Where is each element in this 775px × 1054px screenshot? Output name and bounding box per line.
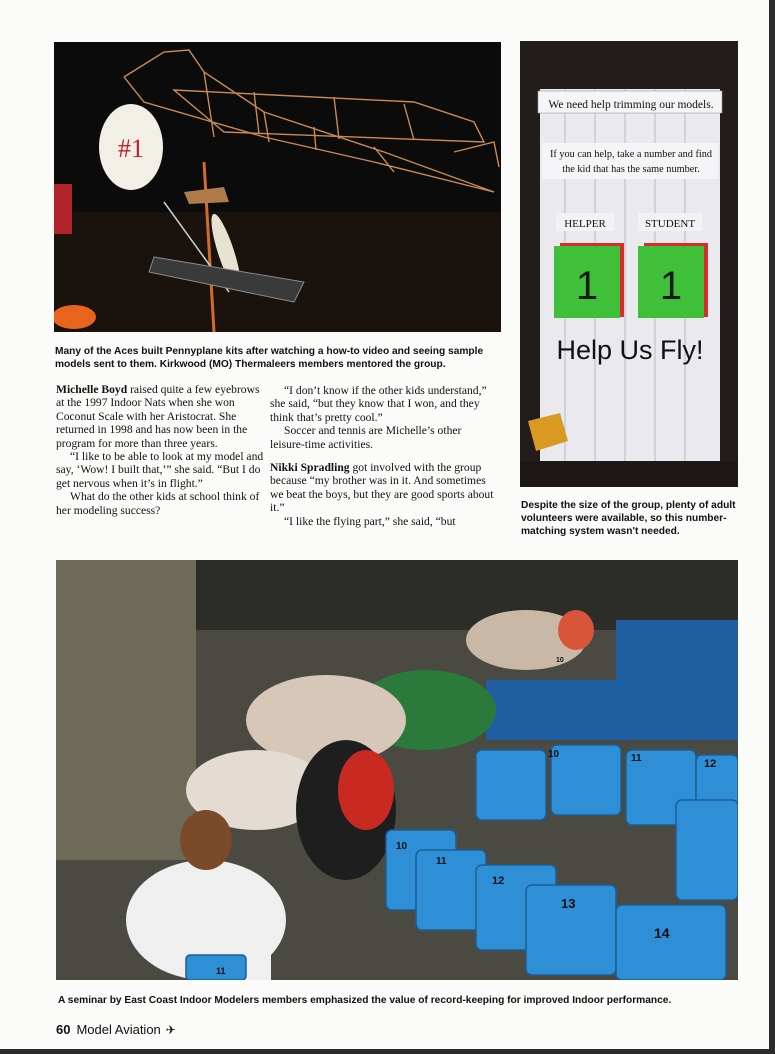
- paragraph: “I like to be able to look at my model and say, ‘Wow! I built that,’” she said. “But I do get nervous when it’s in flight.”: [56, 450, 264, 490]
- paragraph: [270, 461, 498, 515]
- paragraph: “I don’t know if the other kids understand,” she said, “but they know that I won, and they think that’s pretty cool.”: [270, 384, 487, 424]
- photo-model-airplane: [54, 42, 501, 332]
- helper-label: HELPER: [564, 218, 606, 230]
- tag-number-text: #1: [118, 134, 144, 163]
- seminar-seating-illustration: [56, 560, 738, 980]
- seat-number-label: 10: [548, 749, 560, 760]
- caption-sign-photo: Despite the size of the group, plenty of adult volunteers were available, so this number-matching system wasn't needed.: [521, 500, 736, 538]
- page-edge-right: [769, 0, 775, 1054]
- airplane-icon: ✈: [165, 1023, 176, 1037]
- photo-help-sign: [520, 41, 738, 487]
- paragraph: [56, 383, 268, 450]
- seat-number-label: 10: [396, 841, 408, 852]
- sign-line-2: If you can help, take a number and find: [549, 149, 713, 160]
- page-footer: [56, 1022, 176, 1037]
- seat-number-label: 11: [436, 856, 447, 867]
- magazine-title: Model Aviation: [76, 1022, 161, 1037]
- seat-number-label: 11: [631, 753, 642, 764]
- sign-line-1: We need help trimming our models.: [548, 99, 714, 111]
- photo-seminar-audience: [56, 560, 738, 980]
- caption-seminar-photo: A seminar by East Coast Indoor Modelers members emphasized the value of record-keeping for improved Indoor performance.: [58, 995, 672, 1006]
- paragraph: What do the other kids at school think of her modeling success?: [56, 490, 260, 517]
- model-airplane-illustration: [54, 42, 501, 332]
- paragraph-text: raised quite a few eyebrows at the 1997 Indoor Nats when she won Coconut Scale with her Aristocrat. She returned in 1998 and has now been in the program for more than three years.: [56, 383, 260, 450]
- caption-model-photo: Many of the Aces built Pennyplane kits after watching a how-to video and seeing sample models sent to them. Kirkwood (MO) Thermaleers members mentored the group.: [55, 346, 484, 371]
- help-sign-board: [520, 41, 738, 487]
- helper-number: 1: [575, 264, 599, 308]
- student-label: STUDENT: [644, 218, 696, 230]
- person-name: Nikki Spradling: [270, 461, 350, 475]
- seat-number-label: 14: [654, 925, 670, 941]
- page-number: 60: [56, 1022, 71, 1037]
- person-name: Michelle Boyd: [56, 383, 128, 396]
- seat-number-label: 13: [561, 896, 576, 911]
- paragraph-text: got involved with the group because “my brother was in it. And sometimes we beat the boys, but they are good sports about it.”: [270, 461, 494, 515]
- article-column-2: [270, 384, 498, 528]
- sign-line-3: the kid that has the same number.: [562, 164, 700, 175]
- seat-number-label: 12: [704, 758, 717, 770]
- seat-number-label: 10: [556, 657, 564, 664]
- seat-number-label: 12: [492, 875, 505, 887]
- student-number: 1: [659, 264, 683, 308]
- paragraph: Soccer and tennis are Michelle’s other leisure-time activities.: [270, 424, 462, 451]
- seat-number-label: 11: [216, 966, 226, 976]
- article-column-1: [56, 383, 268, 517]
- page-edge-bottom: [0, 1049, 775, 1054]
- paragraph: “I like the flying part,” she said, “but: [284, 514, 456, 528]
- help-us-fly-text: Help Us Fly!: [556, 335, 704, 365]
